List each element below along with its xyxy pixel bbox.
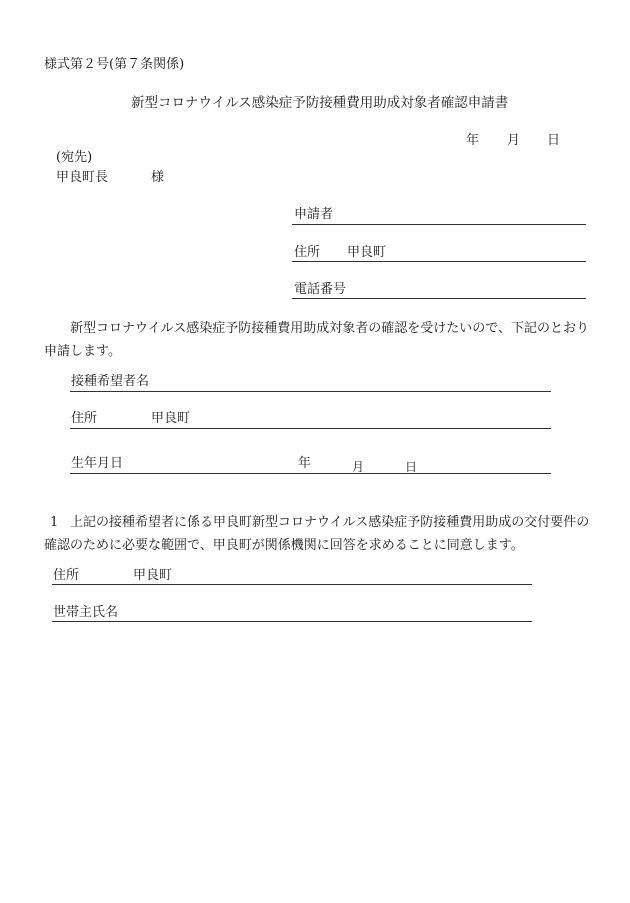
date-day-label: 日 [547,133,561,148]
applicant-name-field[interactable] [292,224,586,225]
form-number: 様式第２号(第７条関係) [44,57,185,72]
householder-name-field[interactable] [52,621,532,622]
vaccinee-birthdate-field[interactable] [70,473,551,474]
applicant-phone-field[interactable] [292,298,586,299]
page-title: 新型コロナウイルス感染症予防接種費用助成対象者確認申請書 [131,95,509,111]
applicant-phone-label: 電話番号 [294,282,347,297]
consent-address-field[interactable] [52,584,532,585]
householder-name-label: 世帯主氏名 [53,605,119,620]
vaccinee-address-value: 甲良町 [151,411,191,426]
applicant-name-label: 申請者 [294,207,334,222]
vaccinee-address-field[interactable] [70,428,551,429]
vaccinee-address-label: 住所 [71,411,98,426]
vaccinee-birthdate-label: 生年月日 [71,456,124,471]
addressee-honorific: 様 [151,170,165,185]
vaccinee-birth-month-label: 月 [352,460,365,474]
vaccinee-birth-year-label: 年 [298,456,312,471]
request-text: 新型コロナウイルス感染症予防接種費用助成対象者の確認を受けたいので、下記のとおり申請します。 [44,321,589,359]
addressee-name: 甲良町長 [56,170,109,185]
consent-address-label: 住所 [53,568,80,583]
applicant-address-field[interactable] [292,261,586,262]
consent-text: 上記の接種希望者に係る甲良町新型コロナウイルス感染症予防接種費用助成の交付要件の確認のために必要な範囲で、甲良町が関係機関に回答を求めることに同意します。 [44,515,590,553]
date-year-label: 年 [466,133,480,148]
vaccinee-birth-day-label: 日 [405,460,418,474]
consent-address-value: 甲良町 [133,568,173,583]
consent-number: 1 [50,515,59,530]
applicant-address-label: 住所 [294,245,321,260]
vaccinee-name-field[interactable] [70,391,551,392]
vaccinee-name-label: 接種希望者名 [71,374,150,389]
applicant-address-value: 甲良町 [347,245,387,260]
date-month-label: 月 [507,133,521,148]
addressee-label: (宛先) [56,150,93,165]
